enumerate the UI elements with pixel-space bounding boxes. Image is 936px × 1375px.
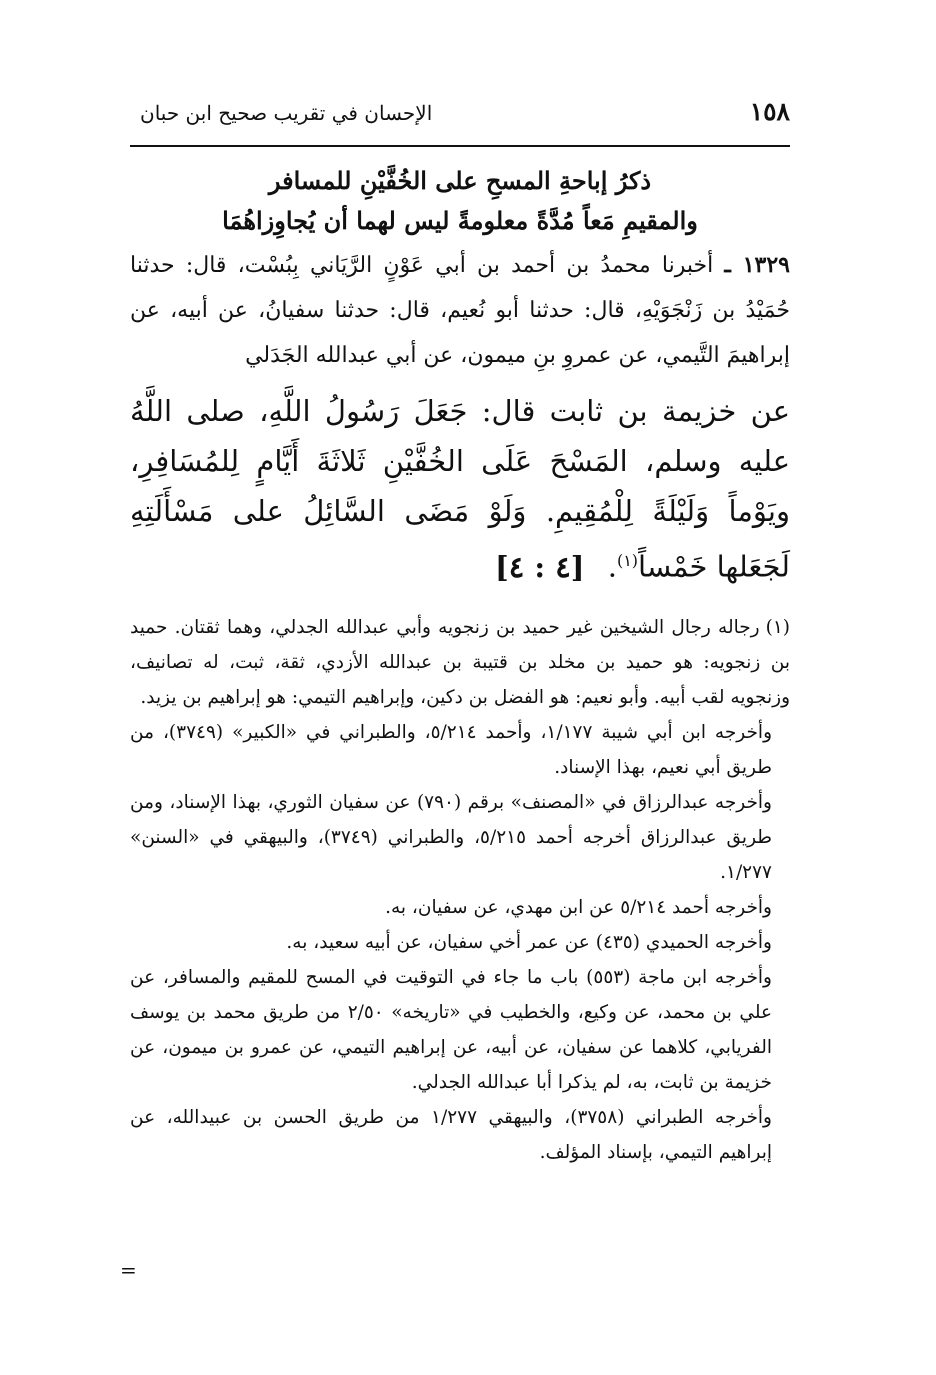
book-title: الإحسان في تقريب صحيح ابن حبان (140, 101, 433, 125)
isnad-text: أخبرنا محمدُ بن أحمد بن أبي عَوْنٍ الرَّيَاني بِبُسْت، قال: حدثنا حُمَيْدُ بن زَنْجَوَيْهِ، قال: حدثنا أبو نُعيم، قال: حدثنا سفيانُ، عن أبيه، عن إبراهيمَ التَّيمي، عن عمروِ بنِ ميمون، عن أبي عبدالله الجَدَلي (130, 253, 790, 368)
chapter-heading (130, 161, 790, 241)
hadith-reference: [٤ : ٤] (494, 549, 585, 584)
hadith-number: ١٣٢٩ ـ (724, 252, 790, 278)
chapter-heading-line-1: ذكرُ إباحةِ المسحِ على الخُفَّيْنِ للمسافر (268, 166, 652, 195)
footnote-paragraph: وأخرجه عبدالرزاق في «المصنف» برقم (٧٩٠) عن سفيان الثوري، بهذا الإسناد، ومن طريق عبدالرزاق أخرجه أحمد ٥/٢١٥، والطبراني (٣٧٤٩)، والبيهقي في «السنن» ١/٢٧٧. (130, 791, 772, 883)
footnote-label: (١) (765, 616, 790, 638)
running-header (130, 95, 790, 147)
footnote-paragraph: (١)رجاله رجال الشيخين غير حميد بن زنجويه وأبي عبدالله الجدلي، وهما ثقتان. حميد بن زنجويه: هو حميد بن مخلد بن قتيبة بن عبدالله الأزدي، ثقة، ثبت، له تصانيف، وزنجويه لقب أبيه. وأبو نعيم: هو الفضل بن دكين، وإبراهيم التيمي: هو إبراهيم بن يزيد. (130, 616, 790, 708)
hadith-isnad (130, 243, 790, 378)
footnote-paragraph: وأخرجه ابن ماجة (٥٥٣) باب ما جاء في التوقيت في المسح للمقيم والمسافر، عن علي بن محمد، عن وكيع، والخطيب في «تاريخه» ٢/٥٠ من طريق محمد بن يوسف الفريابي، كلاهما عن سفيان، عن أبيه، عن إبراهيم التيمي، عن عمرو بن ميمون، عن خزيمة بن ثابت، به، لم يذكرا أبا عبدالله الجدلي. (130, 966, 772, 1093)
footnote-paragraph: وأخرجه الحميدي (٤٣٥) عن عمر أخي سفيان، عن أبيه سعيد، به. (286, 931, 772, 953)
footnote-paragraph: وأخرجه ابن أبي شيبة ١/١٧٧، وأحمد ٥/٢١٤، والطبراني في «الكبير» (٣٧٤٩)، من طريق أبي نعيم، بهذا الإسناد. (130, 721, 773, 778)
page-number: ١٥٨ (749, 97, 790, 126)
footnote-paragraph: وأخرجه الطبراني (٣٧٥٨)، والبيهقي ١/٢٧٧ من طريق الحسن بن عبيدالله، عن إبراهيم التيمي، بإسناد المؤلف. (130, 1106, 772, 1163)
footnote-paragraph: وأخرجه أحمد ٥/٢١٤ عن ابن مهدي، عن سفيان، به. (385, 896, 772, 918)
matn-text: عن خزيمة بن ثابت قال: جَعَلَ رَسُولُ اللَّهِ، صلى اللَّهُ عليه وسلم، المَسْحَ عَلَى الخُفَّيْنِ ثَلاثَةَ أَيَّامٍ لِلمُسَافِرِ، ويَوْماً وَلَيْلَةً لِلْمُقِيمِ. وَلَوْ مَضَى السَّائِلُ على مَسْأَلَتِهِ لَجَعَلها خَمْساً (130, 394, 790, 584)
hadith-matn: عن خزيمة بن ثابت قال: جَعَلَ رَسُولُ اللَّهِ، صلى اللَّهُ عليه وسلم، المَسْحَ عَلَى الخُفَّيْنِ ثَلاثَةَ أَيَّامٍ لِلمُسَافِرِ، ويَوْماً وَلَيْلَةً لِلْمُقِيمِ. وَلَوْ مَضَى السَّائِلُ على مَسْأَلَتِهِ لَجَعَلها خَمْساً$^{(١)}$. [٤ : ٤] (130, 394, 790, 584)
footnote-marker: (١) (616, 551, 639, 570)
chapter-heading-line-2: والمقيمِ مَعاً مُدَّةً معلومةً ليس لهما أن يُجاوِزاهُمَا (222, 206, 698, 235)
book-page (130, 95, 790, 1170)
continuation-mark: = (120, 1258, 137, 1282)
footnotes-section (130, 610, 790, 1170)
